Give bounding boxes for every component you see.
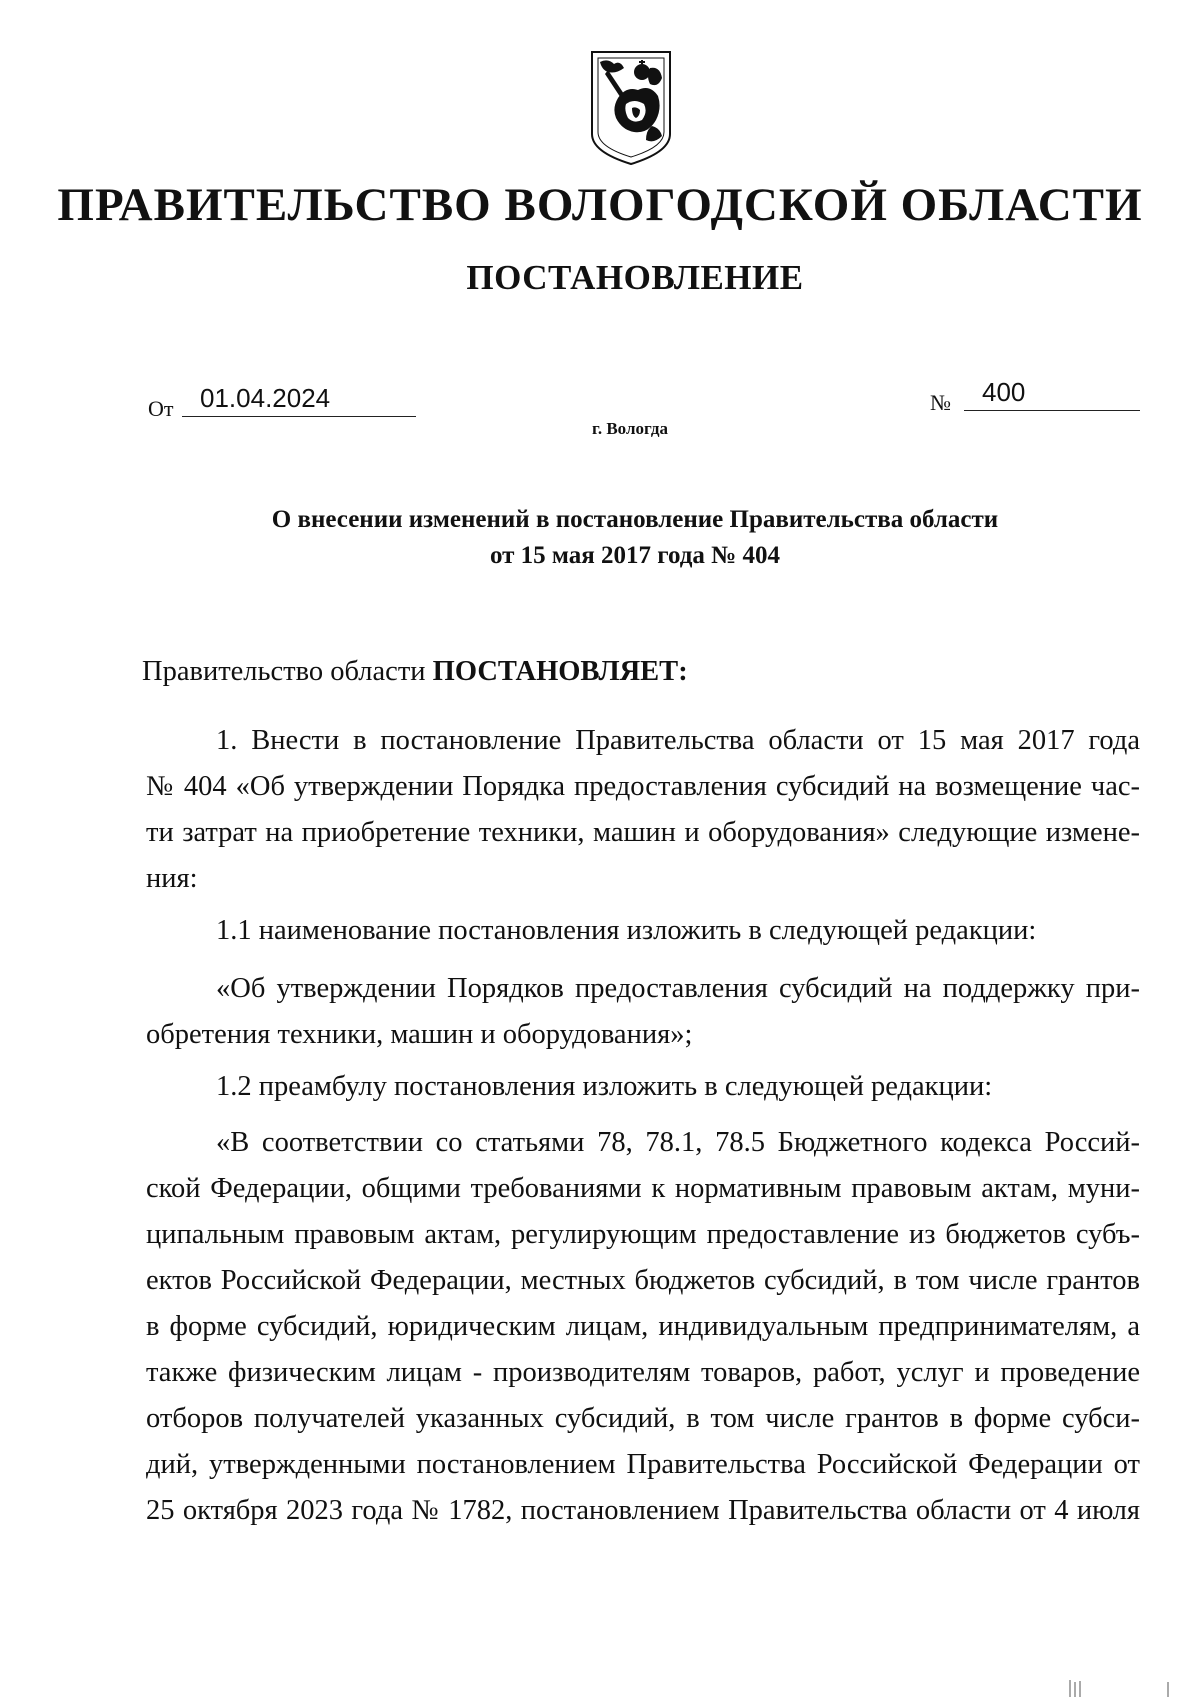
decree-statement — [142, 656, 688, 688]
text-line: дий, утвержденными постановлением Правительства Российской Федерации от — [146, 1449, 1140, 1480]
paragraph-1 — [146, 718, 1140, 902]
paragraph-1-1-quote — [146, 966, 1140, 1058]
subject-line: от 15 мая 2017 года № 404 — [489, 542, 781, 569]
text-line: обретения техники, машин и оборудования»; — [146, 1019, 693, 1050]
text-line: «В соответствии со статьями 78, 78.1, 78.5 Бюджетного кодекса Россий- — [216, 1127, 1140, 1158]
text-line: 1.1 наименование постановления изложить в следующей редакции: — [216, 915, 1037, 946]
paragraph-1-2-quote — [146, 1120, 1140, 1534]
text-line: в форме субсидий, юридическим лицам, индивидуальным предпринимателям, а — [146, 1311, 1140, 1342]
document-type: ПОСТАНОВЛЕНИЕ — [466, 258, 804, 297]
coat-of-arms-icon — [586, 48, 676, 166]
document-subject — [0, 502, 1200, 574]
text-line: отборов получателей указанных субсидий, в том числе грантов в форме субси- — [146, 1403, 1140, 1434]
text-line: «Об утверждении Порядков предоставления субсидий на поддержку при- — [216, 973, 1140, 1004]
date-value: 01.04.2024 — [182, 382, 416, 417]
number-label: № — [930, 390, 951, 415]
decree-prefix: Правительство области — [142, 656, 426, 687]
government-title: ПРАВИТЕЛЬСТВО ВОЛОГОДСКОЙ ОБЛАСТИ — [57, 179, 1143, 231]
text-line: ципальным правовым актам, регулирующим предоставление из бюджетов субъ- — [146, 1219, 1140, 1250]
text-line: 25 октября 2023 года № 1782, постановлением Правительства области от 4 июля — [146, 1495, 1140, 1526]
city: г. Вологда — [592, 419, 668, 438]
text-line: 1.2 преамбулу постановления изложить в следующей редакции: — [216, 1071, 993, 1102]
date-label: От — [148, 396, 174, 421]
text-line: 1. Внести в постановление Правительства области от 15 мая 2017 года — [216, 725, 1140, 756]
text-line: ектов Российской Федерации, местных бюджетов субсидий, в том числе грантов — [146, 1265, 1140, 1296]
text-line: ти затрат на приобретение техники, машин и оборудования» следующие измене- — [146, 817, 1140, 848]
number-value: 400 — [964, 376, 1140, 411]
text-line: ния: — [146, 863, 198, 894]
scan-mark-icon — [1068, 1678, 1178, 1697]
text-line: также физическим лицам - производителям товаров, работ, услуг и проведение — [146, 1357, 1140, 1388]
text-line: ской Федерации, общими требованиями к нормативным правовым актам, муни- — [146, 1173, 1140, 1204]
decree-verb: ПОСТАНОВЛЯЕТ: — [432, 656, 688, 687]
text-line: № 404 «Об утверждении Порядка предоставления субсидий на возмещение час- — [146, 771, 1140, 802]
paragraph-1-1 — [146, 908, 1140, 954]
paragraph-1-2 — [146, 1064, 1140, 1110]
subject-line: О внесении изменений в постановление Правительства области — [271, 506, 999, 533]
